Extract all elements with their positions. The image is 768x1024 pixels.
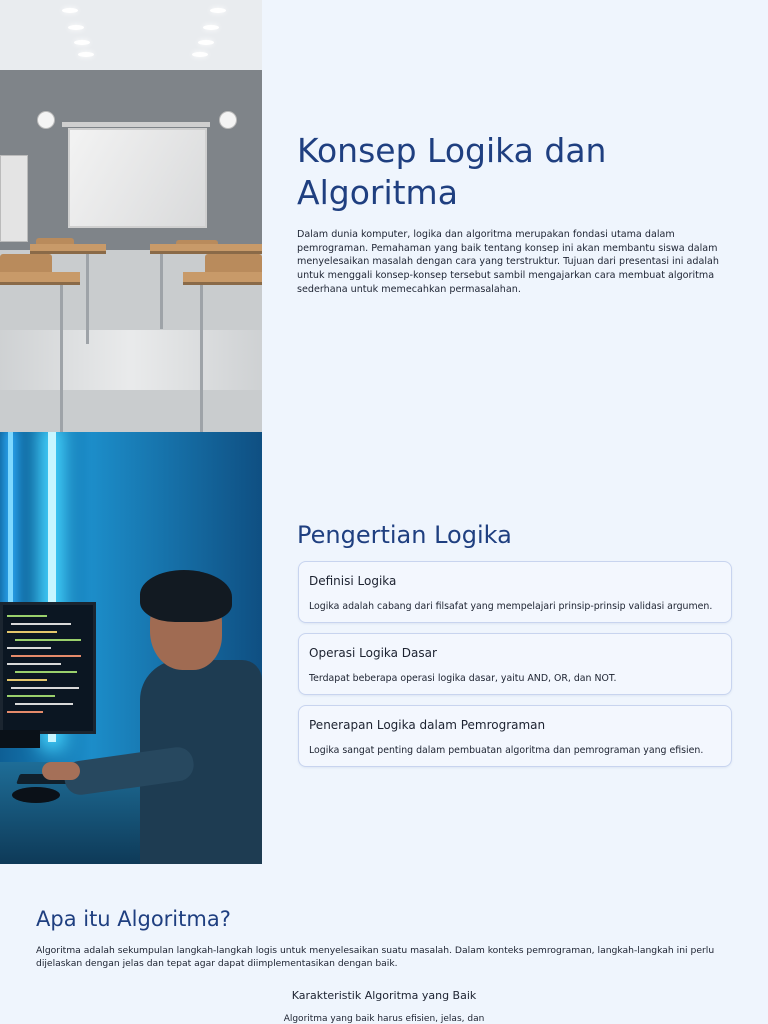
ceiling-light xyxy=(74,40,90,45)
desk xyxy=(183,272,262,285)
ceiling-light xyxy=(78,52,94,57)
logic-card xyxy=(298,705,732,767)
logic-card xyxy=(298,633,732,695)
desk-leg xyxy=(86,254,89,344)
desk xyxy=(0,272,80,285)
code-line xyxy=(7,663,61,665)
monitor xyxy=(0,602,96,734)
ceiling-light xyxy=(210,8,226,13)
code-line xyxy=(7,631,57,633)
person-hair xyxy=(140,570,232,622)
code-line xyxy=(11,687,79,689)
code-line xyxy=(7,647,51,649)
desk xyxy=(150,244,262,254)
page-title: Konsep Logika dan Algoritma xyxy=(297,131,607,212)
ceiling-light xyxy=(203,25,219,30)
hero-description: Dalam dunia komputer, logika dan algoritma merupakan fondasi utama dalam pemrograman. Pemahaman yang baik tentang konsep ini akan membantu siswa dalam menyelesaikan masalah dengan cara yang terstruktur. Tujuan dari presentasi ini adalah untuk menggali konsep-konsep tersebut sambil mengajarkan cara membuat algoritma sederhana untuk memecahkan permasalahan. xyxy=(297,229,719,295)
card-title: Operasi Logika Dasar xyxy=(309,646,437,660)
chair xyxy=(0,254,52,274)
desk xyxy=(30,244,106,254)
chair xyxy=(205,254,262,274)
ceiling-light xyxy=(68,25,84,30)
classroom-door xyxy=(0,155,28,242)
desk-leg xyxy=(200,285,203,432)
programmer-image xyxy=(0,432,262,864)
card-text: Logika sangat penting dalam pembuatan algoritma dan pemrograman yang efisien. xyxy=(309,745,704,756)
logic-section xyxy=(297,520,733,550)
card-text: Logika adalah cabang dari filsafat yang mempelajari prinsip-prinsip validasi argumen. xyxy=(309,601,713,612)
computer-mouse xyxy=(12,787,60,803)
algorithm-title: Apa itu Algoritma? xyxy=(36,907,231,931)
code-line xyxy=(7,615,47,617)
card-text: Terdapat beberapa operasi logika dasar, yaitu AND, OR, dan NOT. xyxy=(309,673,617,684)
code-line xyxy=(11,655,81,657)
wall-clock xyxy=(37,111,55,129)
classroom-image xyxy=(0,0,262,432)
code-line xyxy=(15,703,73,705)
desk-leg xyxy=(160,254,163,329)
code-line xyxy=(15,639,81,641)
logic-card xyxy=(298,561,732,623)
floor-reflection xyxy=(0,330,262,390)
code-line xyxy=(15,671,77,673)
hero-section xyxy=(297,130,733,297)
projector-screen xyxy=(68,128,207,228)
person-hand xyxy=(42,762,80,780)
code-line xyxy=(11,623,71,625)
wall-clock xyxy=(219,111,237,129)
code-line xyxy=(7,679,47,681)
code-line xyxy=(7,695,55,697)
ceiling-light xyxy=(198,40,214,45)
ceiling-light xyxy=(192,52,208,57)
monitor-stand xyxy=(0,730,40,748)
algorithm-description: Algoritma adalah sekumpulan langkah-langkah logis untuk menyelesaikan suatu masalah. Dalam konteks pemrograman, langkah-langkah ini perlu dijelaskan dengan jelas dan tepat agar dapat diimplementasikan dengan baik. xyxy=(36,945,715,969)
card-title: Definisi Logika xyxy=(309,574,397,588)
characteristics-title: Karakteristik Algoritma yang Baik xyxy=(291,989,477,1002)
card-title: Penerapan Logika dalam Pemrograman xyxy=(309,718,546,732)
code-line xyxy=(7,711,43,713)
logic-title: Pengertian Logika xyxy=(297,521,512,549)
projector-bar xyxy=(62,122,210,127)
characteristics-text: Algoritma yang baik harus efisien, jelas, dan xyxy=(283,1014,485,1024)
ceiling-light xyxy=(62,8,78,13)
desk-leg xyxy=(60,285,63,432)
